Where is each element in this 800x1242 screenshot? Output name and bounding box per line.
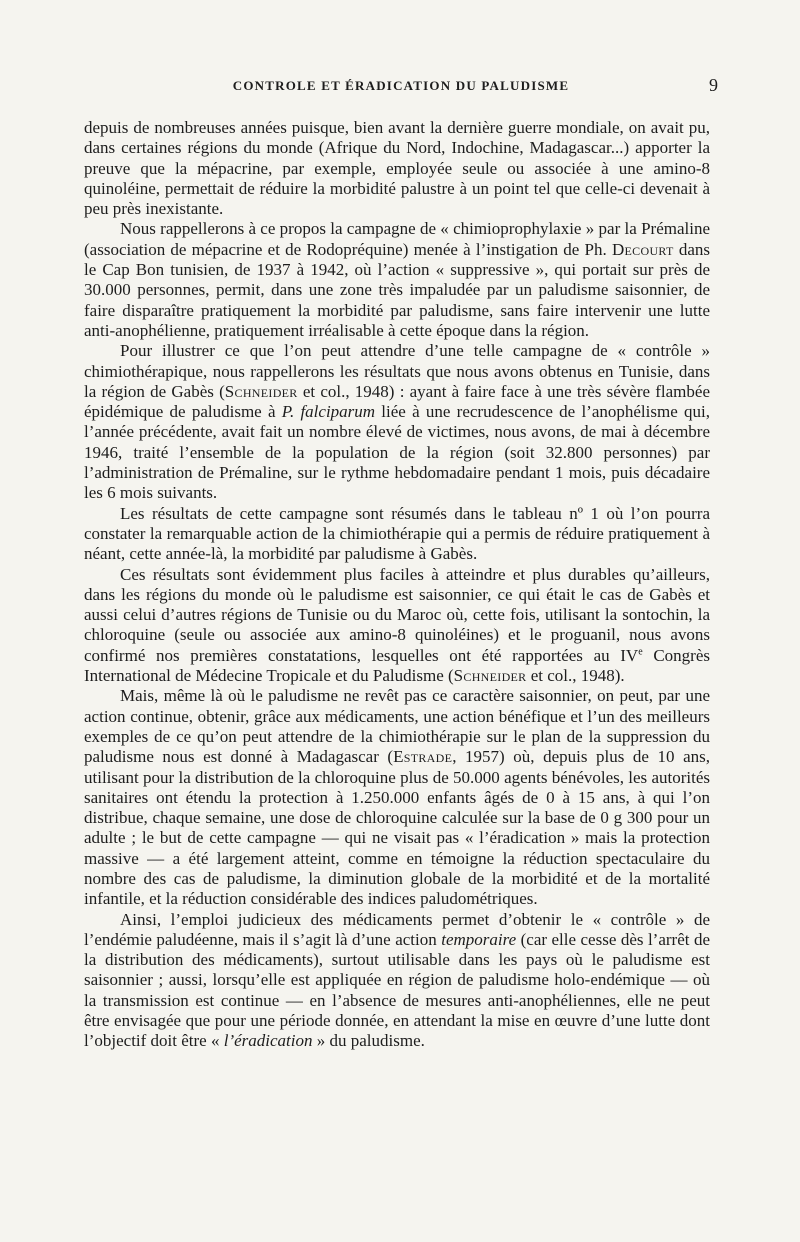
superscript: e: [638, 646, 643, 658]
body-text: [84, 118, 710, 1052]
text-run: liée à une recrudescence de l’anophélisme qui, l’année précédente, avait fait un nombre élevé de victimes, nous avons, de mai à décembre 1946, traité l’ensemble de la population de la région (soit 32.800 personnes) par l’administration de Prémaline, sur le rythme hebdomadaire pendant 1 mois, puis décadaire les 6 mois suivants.: [84, 402, 710, 503]
text-run: dans le Cap Bon tunisien, de 1937 à 1942, où l’action « suppressive », qui portait sur près de 30.000 personnes, permit, dans une zone très impaludée par un paludisme saisonnier, de faire disparaître pratiquement la morbidité par paludisme, sans faire intervenir une lutte anti-anophélienne, pratiquement irréalisable à cette époque dans la région.: [84, 239, 710, 340]
text-run: et col., 1948).: [526, 666, 625, 686]
text-run: Mais, même là où le paludisme ne revêt pas ce caractère saisonnier, on peut, par une action continue, obtenir, grâce aux médicaments, une action bénéfique et l’un des meilleurs exemples de ce qu’on peut attendre de la chimiothérapie sur le plan de la suppression du paludisme nous est donné à Madagascar (: [84, 686, 710, 767]
running-title: CONTROLE ET ÉRADICATION DU PALUDISME: [232, 78, 570, 93]
author-name: Schneider: [453, 666, 527, 686]
text-run: depuis de nombreuses années puisque, bien avant la dernière guerre mondiale, on avait pu, dans certaines régions du monde (Afrique du Nord, Indochine, Madagascar...) apporter la preuve que la mépacrine, par exemple, employée seule ou associée à une amino-8 quinoléine, permettait de réduire la morbidité palustre à un point tel que celle-ci devenait à peu près inexistante.: [84, 118, 710, 219]
text-run: (car elle cesse dès l’arrêt de la distribution des médicaments), surtout utilisable dans les pays où le paludisme est saisonnier ; aussi, lorsqu’elle est appliquée en région de paludisme holo-endémique — où la transmission est continue — en l’absence de mesures anti-anophéliennes, elle ne peut être envisagée que pour une période donnée, en attendant la mise en œuvre d’une lutte dont l’objectif doit être «: [84, 929, 710, 1051]
text-run: Ces résultats sont évidemment plus faciles à atteindre et plus durables qu’ailleurs, dans les régions du monde où le paludisme est saisonnier, ce qui était le cas de Gabès et aussi celui d’autres régions de Tunisie ou du Maroc où, cette fois, utilisant la sontochin, la chloroquine (seule ou associée aux amino-8 quinoléines) et le proguanil, nous avons confirmé nos premières constatations, lesquelles ont été rapportées au IV: [84, 564, 710, 665]
author-name: Estrade: [393, 747, 453, 767]
text-run: Nous rappellerons à ce propos la campagne de « chimioprophylaxie » par la Prémaline (association de mépacrine et de Rodopréquine) menée à l’instigation de Ph.: [84, 219, 710, 259]
text-run: Congrès International de Médecine Tropicale et du Paludisme (: [84, 645, 710, 686]
page-header: [84, 75, 718, 102]
italic-text: l’éradication: [223, 1031, 313, 1051]
page-number: 9: [709, 75, 718, 95]
text-run: Pour illustrer ce que l’on peut attendre d’une telle campagne de « contrôle » chimiothérapique, nous rappellerons les résultats que nous avons obtenus en Tunisie, dans la région de Gabès (: [84, 341, 710, 401]
text-run: et col., 1948) : ayant à faire face à une très sévère flambée épidémique de paludisme à: [84, 381, 710, 422]
text-run: , 1957) où, depuis plus de 10 ans, utilisant pour la distribution de la chloroquine plus de 50.000 agents bénévoles, les autorités sanitaires ont étendu la protection à 1.250.000 enfants âgés de 0 à 15 ans, à qui l’on distribue, chaque semaine, une dose de chloroquine calculée sur la base de 0 g 300 pour un adulte ; le but de cette campagne — qui ne visait pas « l’éradication » mais la protection massive — a été largement atteint, comme en témoigne la réduction spectaculaire du nombre des cas de paludisme, la diminution globale de la morbidité et de la mortalité infantile, et la réduction considérable des indices paludométriques.: [84, 747, 710, 909]
author-name: Decourt: [611, 239, 674, 259]
paragraph: [84, 118, 710, 219]
paragraph: [84, 504, 710, 565]
paragraph: [84, 341, 710, 503]
paragraph: [84, 686, 710, 909]
text-run: Ainsi, l’emploi judicieux des médicaments permet d’obtenir le « contrôle » de l’endémie paludéenne, mais il s’agit là d’une action: [84, 909, 710, 949]
paragraph: [84, 910, 710, 1052]
paragraph: [84, 219, 710, 341]
author-name: Schneider: [224, 381, 298, 401]
text-run: Les résultats de cette campagne sont résumés dans le tableau nº 1 où l’on pourra constater la remarquable action de la chimiothérapie qui a permis de réduire pratiquement à néant, cette année-là, la morbidité par paludisme à Gabès.: [84, 503, 710, 564]
paragraph: [84, 565, 710, 687]
italic-text: P. falciparum: [281, 402, 376, 422]
italic-text: temporaire: [441, 929, 517, 949]
text-run: » du paludisme.: [312, 1031, 425, 1051]
